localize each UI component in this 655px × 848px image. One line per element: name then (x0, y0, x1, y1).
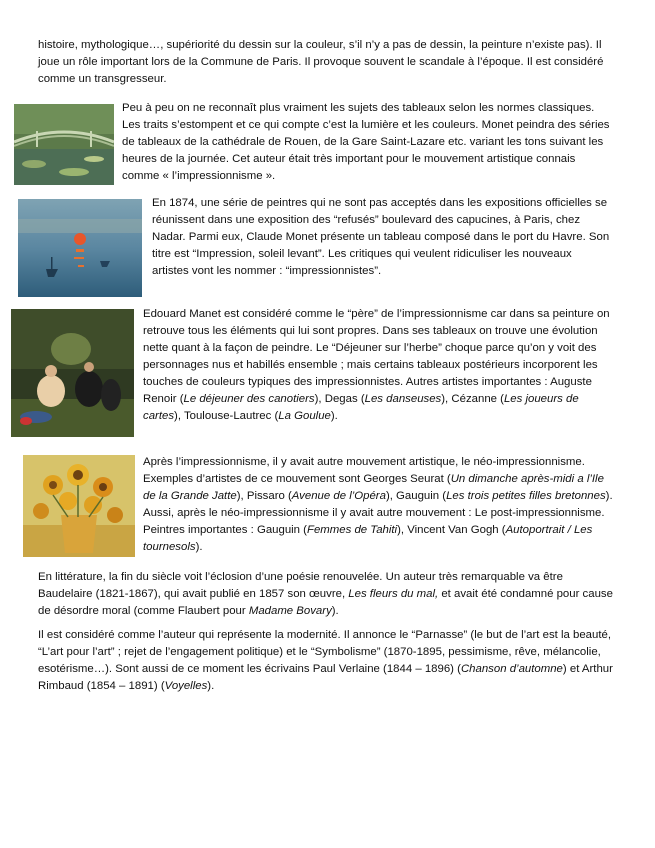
manet-title-2: Les danseuses (364, 393, 442, 405)
neo-title-3: Les trois petites filles bretonnes (446, 490, 606, 502)
neo-text-6: ). (195, 541, 203, 553)
baudelaire-text-2: et avait été condamné pour cause de désordre moral (comme Flaubert pour (38, 588, 613, 617)
manet-title-1: Le déjeuner des canotiers (183, 393, 315, 405)
modernite-paragraph (38, 627, 616, 695)
neo-text-4: ). Aussi, après le néo-impressionnisme il y avait autre mouvement : Le post-impressionnisme. Peintres importantes : Gauguin ( (143, 490, 613, 536)
modernite-text-1: Il est considéré comme l’auteur qui représente la modernité. Il annonce le “Parnasse” (le but de l’art est la beauté, “L’art pour l’art” ; rejet de l’engagement politique) et le “Symbolisme” (1870-1895, pessimisme, rêve, mélancolie, esotérisme…). Sont aussi de ce moment les écrivains Paul Verlaine (1844 – 1896) ( (38, 629, 612, 675)
manet-title-3: Les joueurs de cartes (143, 393, 579, 422)
manet-title-4: La Goulue (278, 410, 331, 422)
baudelaire-title-1: Les fleurs du mal, (348, 588, 439, 600)
neo-title-1: Un dimanche après-midi a l’Ile de la Grande Jatte (143, 473, 604, 502)
neo-title-2: Avenue de l’Opéra (291, 490, 386, 502)
baudelaire-title-2: Madame Bovary (248, 605, 332, 617)
manet-text-2: ), Degas ( (314, 393, 365, 405)
monet-bridge-painting (14, 104, 114, 185)
intro-paragraph: histoire, mythologique…, supériorité du dessin sur la couleur, s’il n’y a pas de dessin, la peinture n’existe pas). Il joue un rôle important lors de la Commune de Paris. Il provoque souvent le scandale à l’époque. Il est considéré comme un transgresseur. (38, 39, 604, 85)
manet-text-4: ), Toulouse-Lautrec ( (174, 410, 279, 422)
neo-impressionism-paragraph (143, 454, 615, 556)
manet-paragraph (143, 306, 611, 425)
baudelaire-text-3: ). (331, 605, 339, 617)
manet-text-3: ), Cézanne ( (441, 393, 504, 405)
manet-text-5: ). (330, 410, 338, 422)
sunflowers-painting (23, 455, 135, 557)
manet-text-1: Edouard Manet est considéré comme le “père” de l’impressionnisme car dans sa peinture on retrouve tous les éléments qui lui sont propres. Dans ses tableaux on trouve une évolution nette quant à la façon de peindre. Le “Déjeuner sur l’herbe” choque parce qu’on y voit des personnages nus et habillés ensemble ; mais certains tableaux postérieurs incorporent les touches de couleurs typiques des impressionnistes. Autres artistes importantes : Auguste Renoir ( (143, 308, 610, 405)
monet-series-paragraph: Peu à peu on ne reconnaît plus vraiment les sujets des tableaux selon les normes classiques. Les traits s’estompent et ce qui compte c’est la lumière et les couleurs. Monet peindra des séries de tableaux de la cathédrale de Rouen, de la Gare Saint-Lazare etc. variant les tons suivant les heures de la journée. Cet auteur était très important pour le mouvement artistique connais comme « l’impressionnisme ». (122, 102, 610, 182)
modernite-text-3: ). (207, 680, 215, 692)
dejeuner-sur-lherbe-painting (11, 309, 134, 437)
exposition-1874-paragraph: En 1874, une série de peintres qui ne sont pas acceptés dans les expositions officielles se réunissent dans une exposition des “refusés” boulevard des capucines, à Paris, chez Nadar. Parmi eux, Claude Monet présente un tableau composé dans le port du Havre. Son titre est “Impression, soleil levant”. Les critiques qui veulent ridiculiser les nouveaux artistes vont les nommer : “impressionnistes”. (152, 197, 610, 277)
neo-text-5: ), Vincent Van Gogh ( (397, 524, 506, 536)
modernite-title-2: Voyelles (164, 680, 208, 692)
impression-soleil-levant-painting (18, 199, 142, 297)
modernite-title-1: Chanson d’automne (460, 663, 563, 675)
neo-title-5: Autoportrait / Les tournesols (143, 524, 593, 553)
modernite-text-2: ) et Arthur Rimbaud (1854 – 1891) ( (38, 663, 613, 692)
neo-title-4: Femmes de Tahiti (306, 524, 398, 536)
neo-text-2: ), Pissaro ( (236, 490, 292, 502)
neo-text-1: Après l’impressionnisme, il y avait autre mouvement artistique, le néo-impressionnisme. Exemples d’artistes de ce mouvement sont Georges Seurat ( (143, 456, 585, 485)
neo-text-3: ), Gauguin ( (385, 490, 447, 502)
baudelaire-paragraph (38, 569, 616, 620)
baudelaire-text-1: En littérature, la fin du siècle voit l’éclosion d’une poésie renouvelée. Un auteur très remarquable va être Baudelaire (1821-1867), qui avait publié en 1857 son œuvre, (38, 571, 563, 600)
